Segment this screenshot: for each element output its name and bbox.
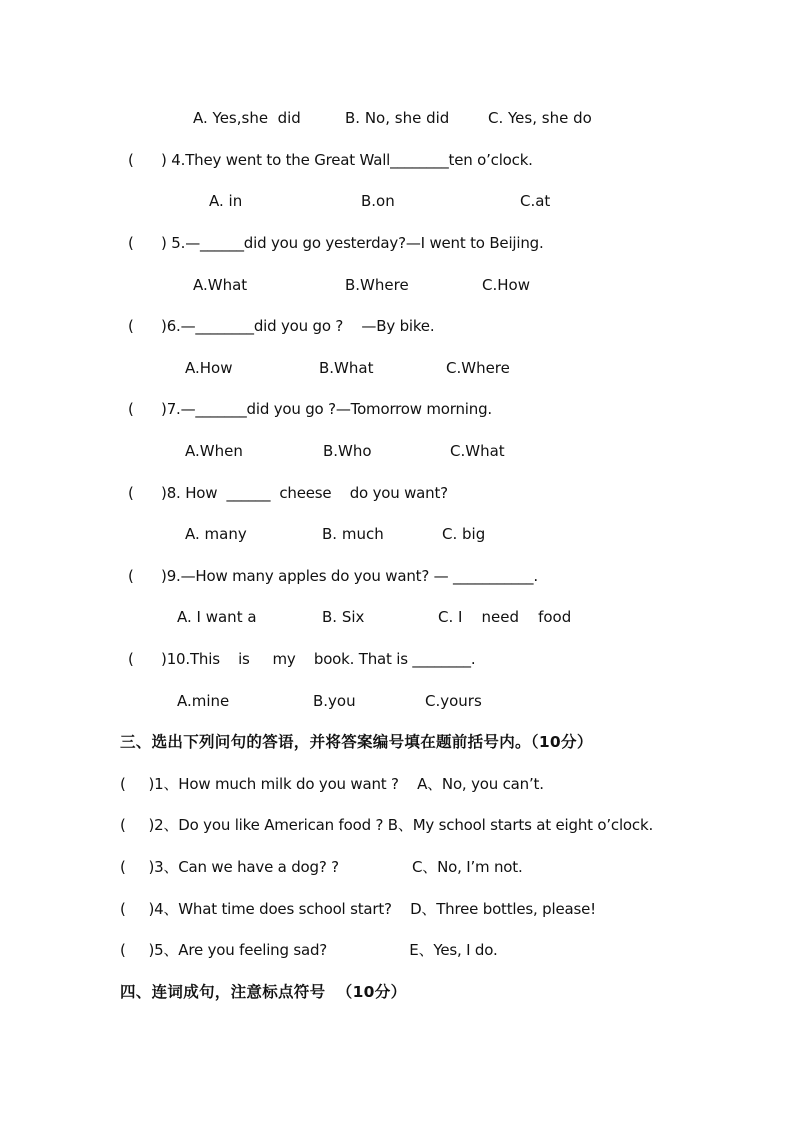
question-5-option-c: C.How xyxy=(482,276,530,294)
question-9-option-a: A. I want a xyxy=(177,608,257,626)
match-item-3: ( )3、Can we have a dog? ? C、No, I’m not. xyxy=(120,858,523,876)
question-7-text: ( )7.—_______did you go ?—Tomorrow morning. xyxy=(128,400,492,418)
question-7-option-b: B.Who xyxy=(323,442,372,460)
question-10-option-b: B.you xyxy=(313,692,356,710)
question-9-option-c: C. I need food xyxy=(438,608,572,626)
question-5-option-b: B.Where xyxy=(345,276,409,294)
question-5-text: ( ) 5.—______did you go yesterday?—I went to Beijing. xyxy=(128,234,544,252)
question-7-option-a: A.When xyxy=(185,442,243,460)
q3-option-b: B. No, she did xyxy=(345,109,450,127)
match-item-1: ( )1、How much milk do you want ? A、No, you can’t. xyxy=(120,775,544,793)
q3-option-c: C. Yes, she do xyxy=(488,109,592,127)
question-8-option-b: B. much xyxy=(322,525,384,543)
question-6-option-b: B.What xyxy=(319,359,374,377)
section-4-heading: 四、连词成句，注意标点符号 （10分） xyxy=(120,983,407,1001)
question-8-option-c: C. big xyxy=(442,525,486,543)
question-9-option-b: B. Six xyxy=(322,608,365,626)
question-10-option-c: C.yours xyxy=(425,692,482,710)
question-4-option-c: C.at xyxy=(520,192,551,210)
question-5-option-a: A.What xyxy=(193,276,248,294)
question-4-option-a: A. in xyxy=(209,192,243,210)
question-6-option-c: C.Where xyxy=(446,359,510,377)
question-6-option-a: A.How xyxy=(185,359,233,377)
q3-option-a: A. Yes,she did xyxy=(193,109,301,127)
match-item-4: ( )4、What time does school start? D、Three bottles, please! xyxy=(120,900,596,918)
question-8-option-a: A. many xyxy=(185,525,247,543)
section-3-heading: 三、选出下列问句的答语，并将答案编号填在题前括号内。（10分） xyxy=(120,733,593,751)
question-4-text: ( ) 4.They went to the Great Wall________ten o’clock. xyxy=(128,151,533,169)
question-7-option-c: C.What xyxy=(450,442,505,460)
question-10-option-a: A.mine xyxy=(177,692,230,710)
question-6-text: ( )6.—________did you go ? —By bike. xyxy=(128,317,435,335)
question-4-option-b: B.on xyxy=(361,192,395,210)
question-9-text: ( )9.—How many apples do you want? — ___________. xyxy=(128,567,538,585)
question-10-text: ( )10.This is my book. That is ________. xyxy=(128,650,476,668)
match-item-5: ( )5、Are you feeling sad? E、Yes, I do. xyxy=(120,941,498,959)
match-item-2: ( )2、Do you like American food ? B、My school starts at eight o’clock. xyxy=(120,816,654,834)
question-8-text: ( )8. How ______ cheese do you want? xyxy=(128,484,448,502)
